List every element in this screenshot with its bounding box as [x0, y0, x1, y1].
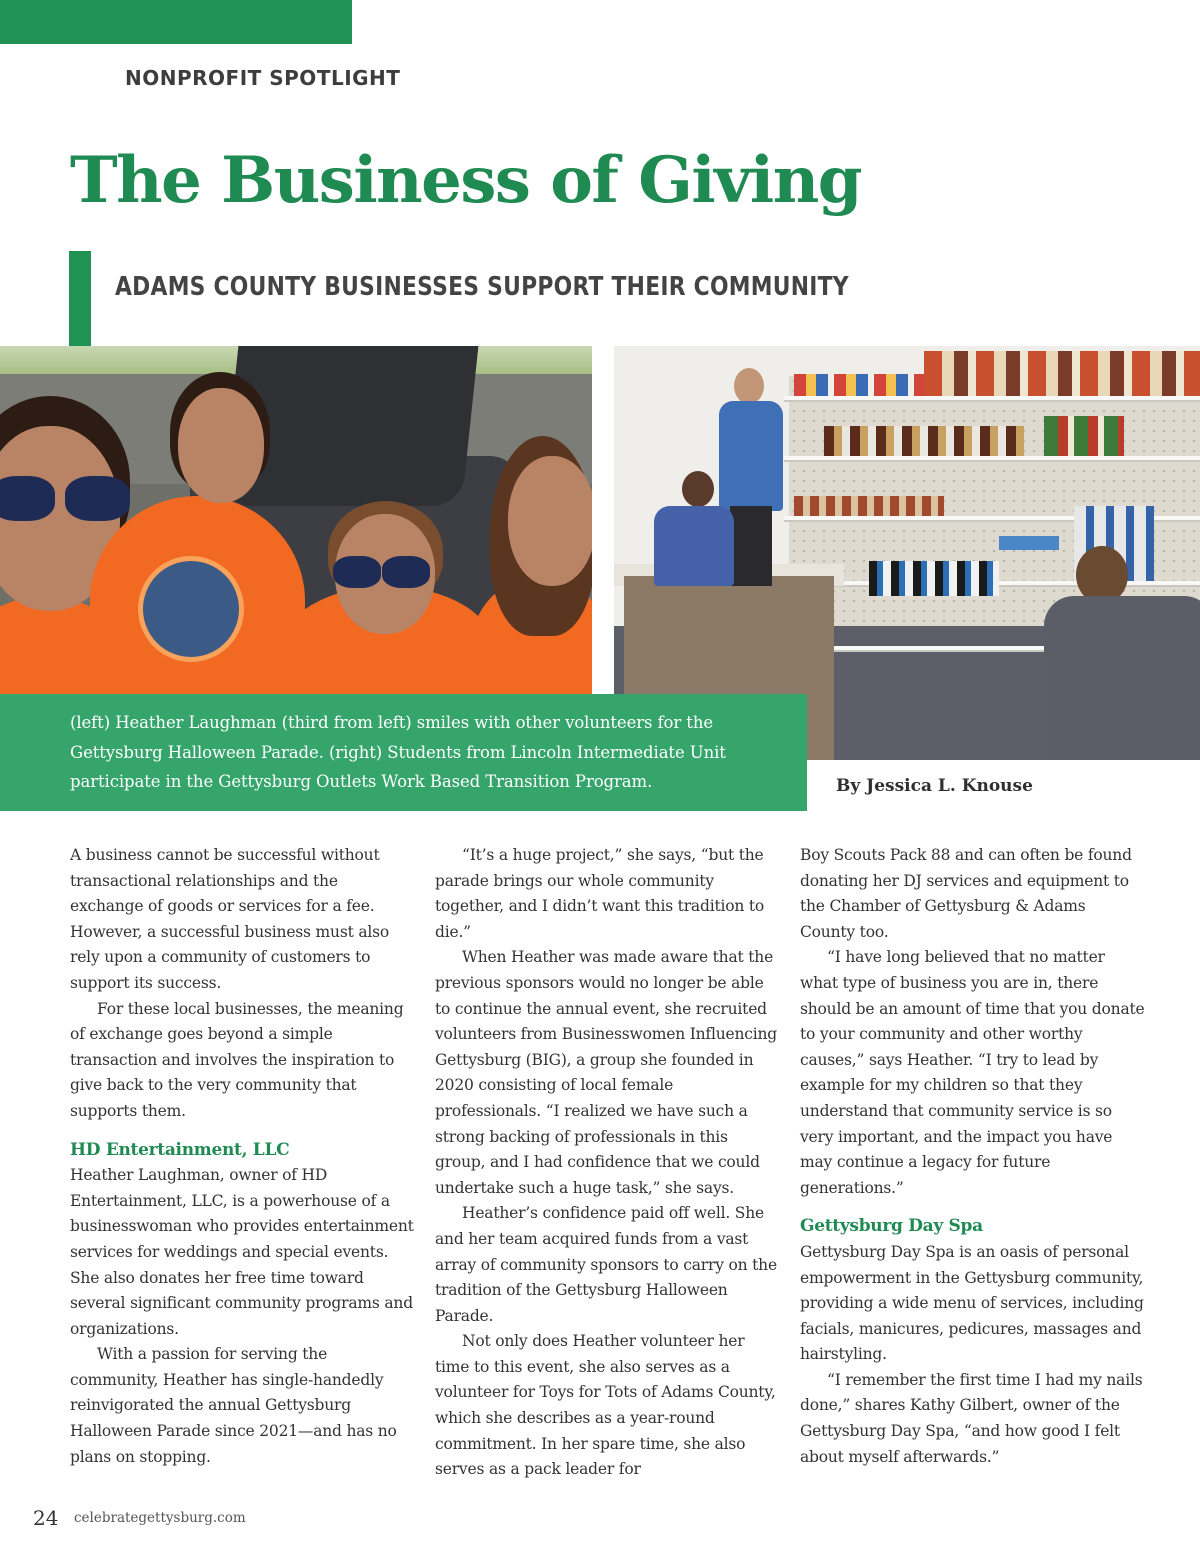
- footer-website: celebrategettysburg.com: [74, 1510, 246, 1526]
- photo-caption-box: [0, 694, 807, 811]
- halloween-parade-logo: [138, 556, 244, 662]
- paragraph: Not only does Heather volunteer her time to this event, she also serves as a volunteer for Toys for Tots of Adams County, which she describes as a year-round commitment. In her spare time, she also serves as a pack leader for: [435, 1332, 776, 1479]
- subheading-gettysburg-day-spa: Gettysburg Day Spa: [800, 1216, 983, 1237]
- page-number: 24: [33, 1506, 59, 1530]
- section-label: NONPROFIT SPOTLIGHT: [125, 66, 401, 90]
- paragraph: “It’s a huge project,” she says, “but the parade brings our whole community together, and I didn’t want this tradition to die.”: [435, 846, 765, 941]
- paragraph: For these local businesses, the meaning of exchange goes beyond a simple transaction and involves the inspiration to give back to the very community that supports them.: [70, 999, 404, 1120]
- paragraph: A business cannot be successful without transactional relationships and the exchange of goods or services for a fee. However, a successful business must also rely upon a community of customers to support its success.: [70, 846, 390, 992]
- subheading-hd-entertainment: HD Entertainment, LLC: [70, 1139, 290, 1160]
- top-accent-bar: [0, 0, 352, 44]
- body-column-1: [70, 843, 415, 1470]
- byline: By Jessica L. Knouse: [836, 776, 1033, 796]
- paragraph: Heather’s confidence paid off well. She and her team acquired funds from a vast array of community sponsors to carry on the tradition of the Gettysburg Halloween Parade.: [435, 1204, 777, 1325]
- photo-volunteers: [0, 346, 592, 694]
- paragraph: “I remember the first time I had my nails done,” shares Kathy Gilbert, owner of the Gettysburg Day Spa, “and how good I felt about myself afterwards.”: [800, 1370, 1143, 1466]
- paragraph: Boy Scouts Pack 88 and can often be found donating her DJ services and equipment to the Chamber of Gettysburg & Adams County too.: [800, 846, 1132, 941]
- deck-accent-bar: [69, 251, 91, 347]
- paragraph: Gettysburg Day Spa is an oasis of personal empowerment in the Gettysburg community, providing a wide menu of services, including facials, manicures, pedicures, massages and hairstyling.: [800, 1242, 1144, 1364]
- article-deck: ADAMS COUNTY BUSINESSES SUPPORT THEIR COMMUNITY: [115, 272, 849, 302]
- body-column-3: [800, 843, 1145, 1470]
- paragraph: With a passion for serving the community, Heather has single-handedly reinvigorated the annual Gettysburg Halloween Parade since 2021—and has no plans on stopping.: [70, 1345, 397, 1466]
- article-title: The Business of Giving: [70, 143, 861, 218]
- paragraph: “I have long believed that no matter what type of business you are in, there should be an amount of time that you donate to your community and other worthy causes,” says Heather. “I try to lead by example for my children so that they understand that community service is so very important, and the impact you have may continue a legacy for future generations.”: [800, 948, 1145, 1197]
- paragraph: When Heather was made aware that the previous sponsors would no longer be able to continue the annual event, she recruited volunteers from Businesswomen Influencing Gettysburg (BIG), a group she founded in 2020 consisting of local female professionals. “I realized we have such a strong backing of professionals in this group, and I had confidence that we could undertake such a huge task,” she says.: [435, 948, 777, 1197]
- body-column-2: [435, 843, 780, 1483]
- photo-caption: (left) Heather Laughman (third from left) smiles with other volunteers for the Gettysburg Halloween Parade. (right) Students from Lincoln Intermediate Unit participate in the Gettysburg Outlets Work Based Transition Program.: [70, 713, 726, 791]
- paragraph: Heather Laughman, owner of HD Entertainment, LLC, is a powerhouse of a businesswoman who provides entertainment services for weddings and special events. She also donates her free time toward several significant community programs and organizations.: [70, 1166, 414, 1338]
